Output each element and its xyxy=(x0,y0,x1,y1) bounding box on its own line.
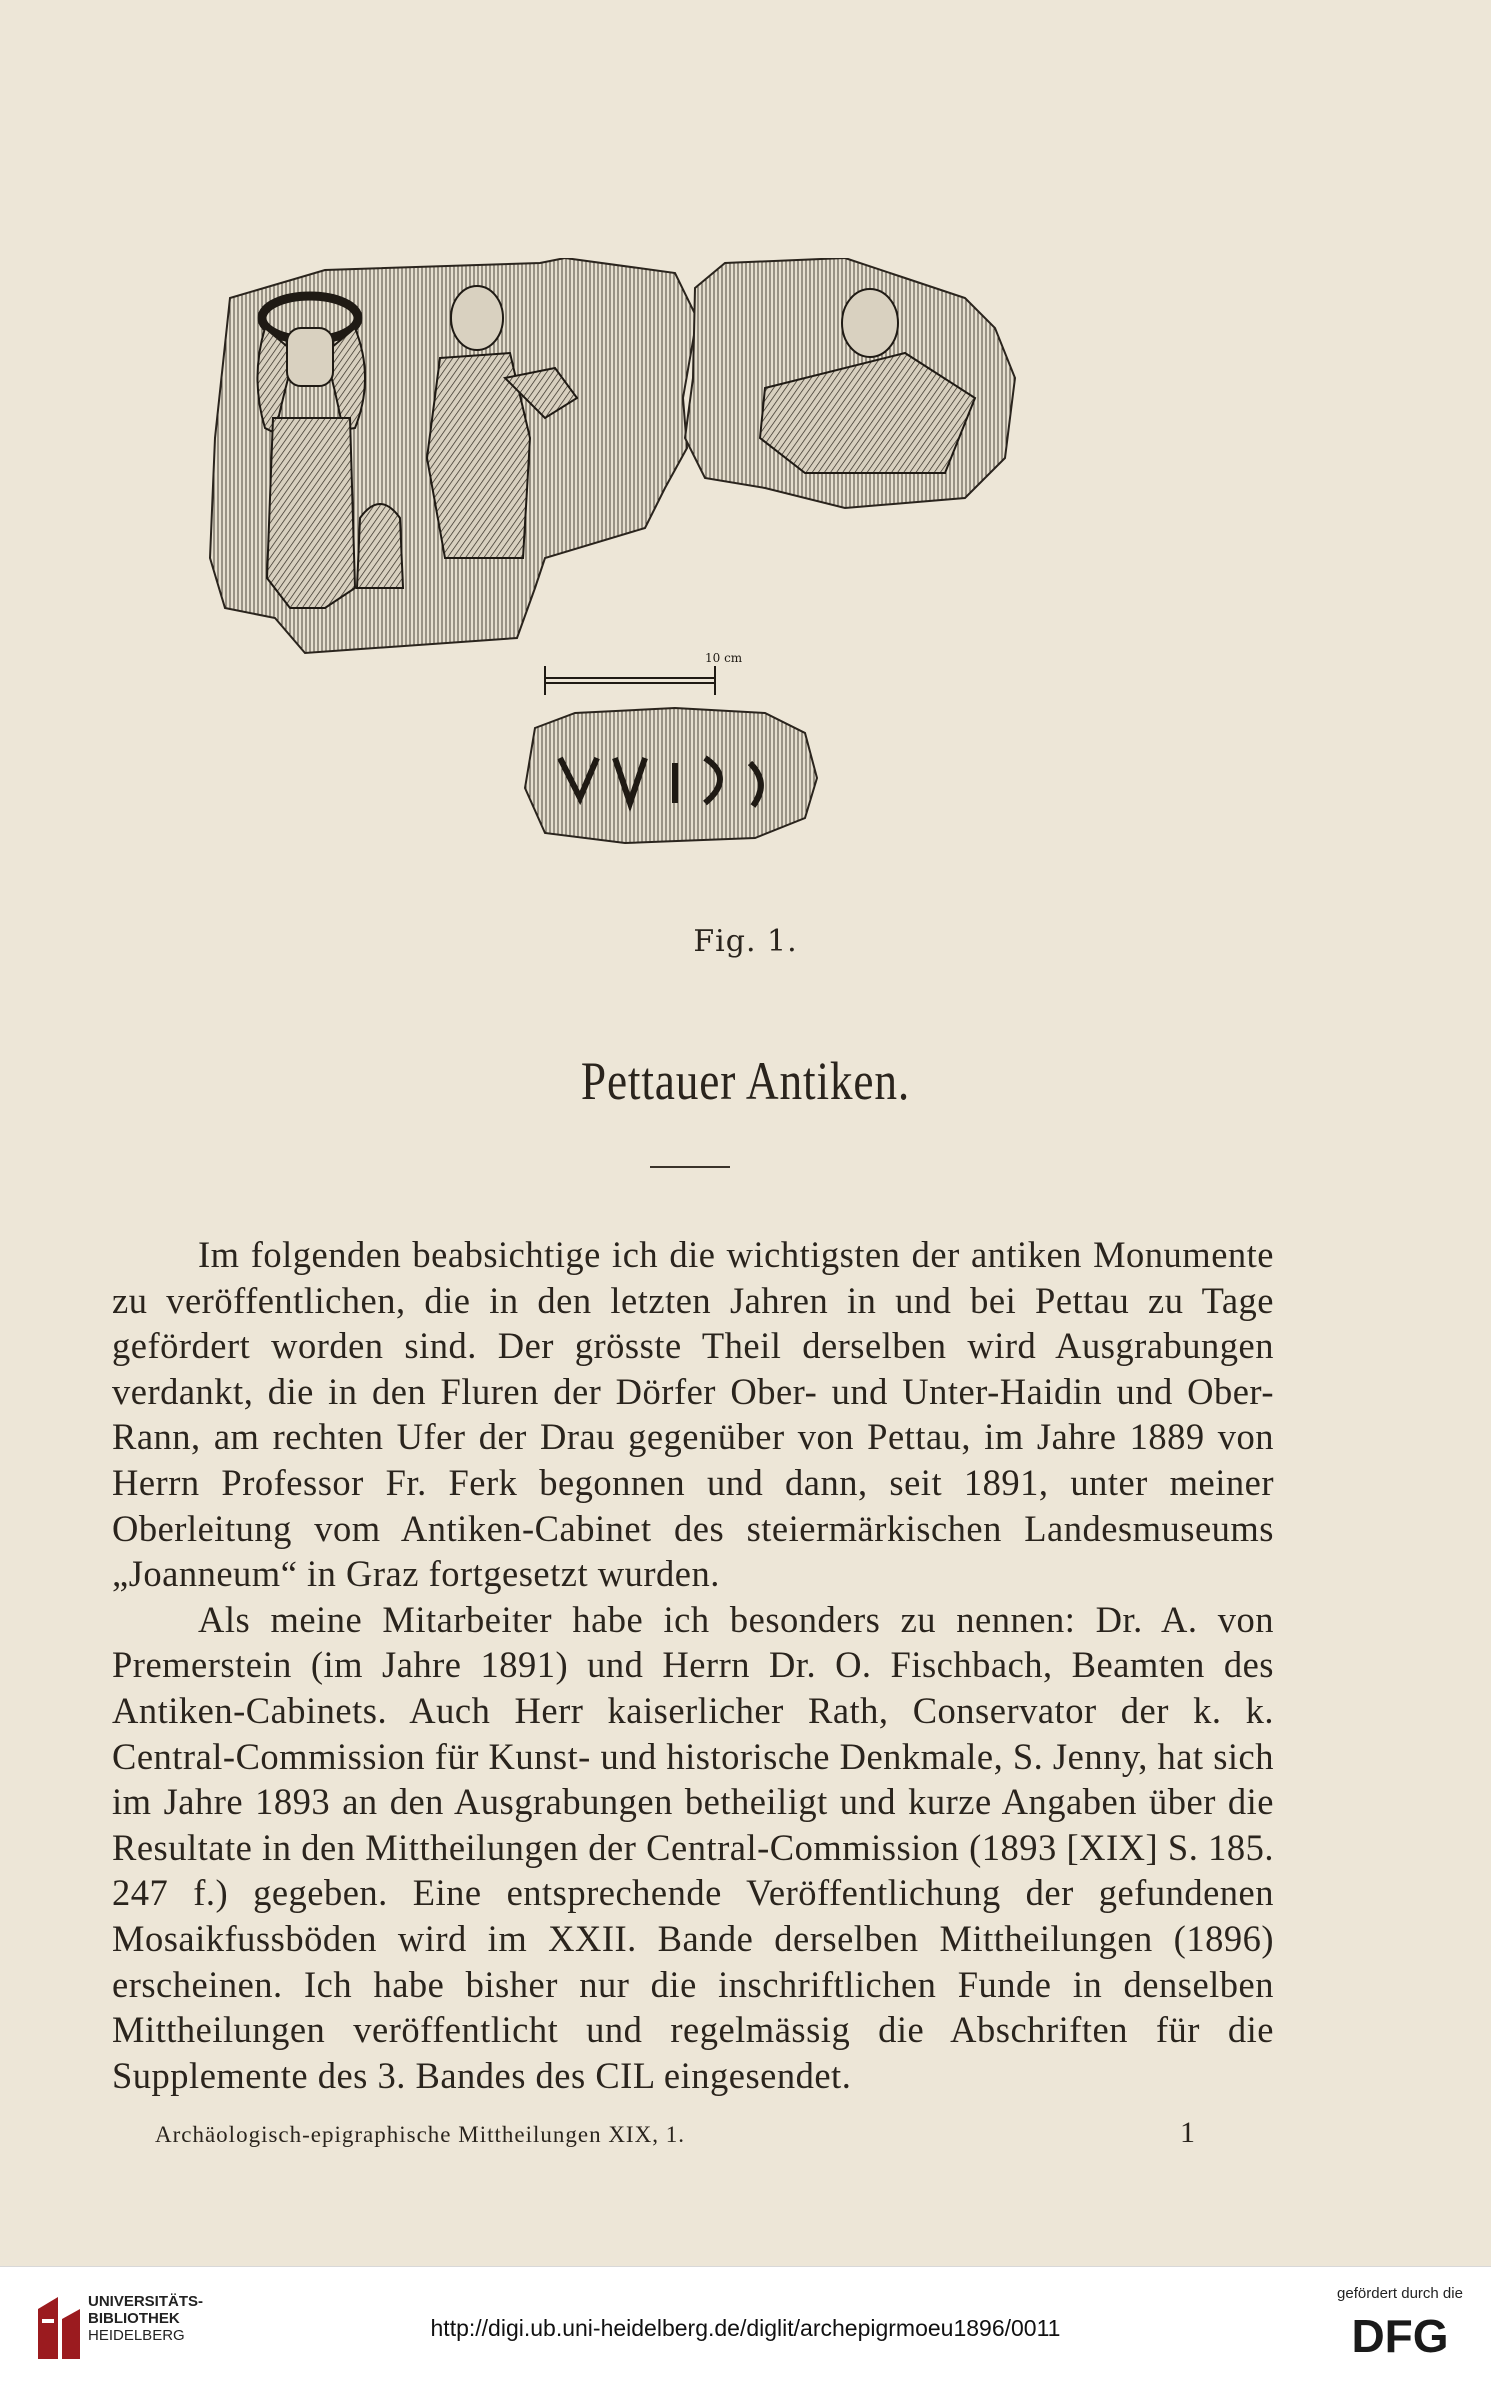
library-banner xyxy=(0,2266,1491,2386)
page-number: 1 xyxy=(1180,2116,1195,2149)
funding-note: gefördert durch die xyxy=(1337,2285,1463,2302)
scale-bar xyxy=(545,651,743,695)
paragraph: Als meine Mitarbeiter habe ich besonders zu nennen: Dr. A. von Premerstein (im Jahre 1891) und Herrn Dr. O. Fischbach, Beamten des Antiken-Cabinets. Auch Herr kaiserlicher Rath, Conservator der k. k. Central-Commission für Kunst- und historische Denkmale, S. Jenny, hat sich im Jahre 1893 an den Ausgrabungen betheiligt und kurze Angaben über die Resultate in den Mittheilungen der Central-Commission (1893 [XIX] S. 185. 247 f.) gegeben. Eine entsprechende Veröffentlichung der gefundenen Mosaikfussböden wird im XXII. Bande derselben Mittheilungen (1896) erscheinen. Ich habe bisher nur die inschriftlichen Funde in denselben Mittheilungen veröffentlicht und regelmässig die Abschriften für die Supplemente des 3. Bandes des CIL eingesendet. xyxy=(112,1598,1274,2096)
svg-text:DFG: DFG xyxy=(1351,2310,1449,2360)
permalink-url[interactable]: http://digi.ub.uni-heidelberg.de/diglit/archepigrmoeu1896/0011 xyxy=(430,2315,1061,2341)
library-name: UNIVERSITÄTS- BIBLIOTHEK HEIDELBERG xyxy=(88,2293,204,2344)
article-body xyxy=(112,1232,1274,2098)
journal-reference: Archäologisch-epigraphische Mittheilungen XIX, 1. xyxy=(155,2122,685,2147)
figure-caption: Fig. 1. xyxy=(693,924,798,959)
running-footer xyxy=(155,2116,1195,2156)
article-title: Pettauer Antiken. xyxy=(580,1051,911,1111)
paragraph: Im folgenden beabsichtige ich die wichtigsten der antiken Monumente zu veröffentlichen, die in den letzten Jahren in und bei Pettau zu Tage gefördert worden sind. Der grösste Theil derselben wird Ausgrabungen verdankt, die in den Fluren der Dörfer Ober- und Unter-Haidin und Ober-Rann, am rechten Ufer der Drau gegenüber von Pettau, im Jahre 1889 von Herrn Professor Fr. Ferk begonnen und dann, seit 1891, unter meiner Oberleitung vom Antiken-Cabinet des steiermärkischen Landesmuseums „Joanneum“ in Graz fortgesetzt wurden. xyxy=(112,1234,1274,1595)
dfg-logo-icon xyxy=(1325,2310,1475,2360)
funder-area xyxy=(1325,2285,1475,2375)
title-divider xyxy=(650,1166,730,1168)
scale-bar-label: 10 cm xyxy=(705,651,743,665)
relief-illustration xyxy=(205,258,1155,898)
